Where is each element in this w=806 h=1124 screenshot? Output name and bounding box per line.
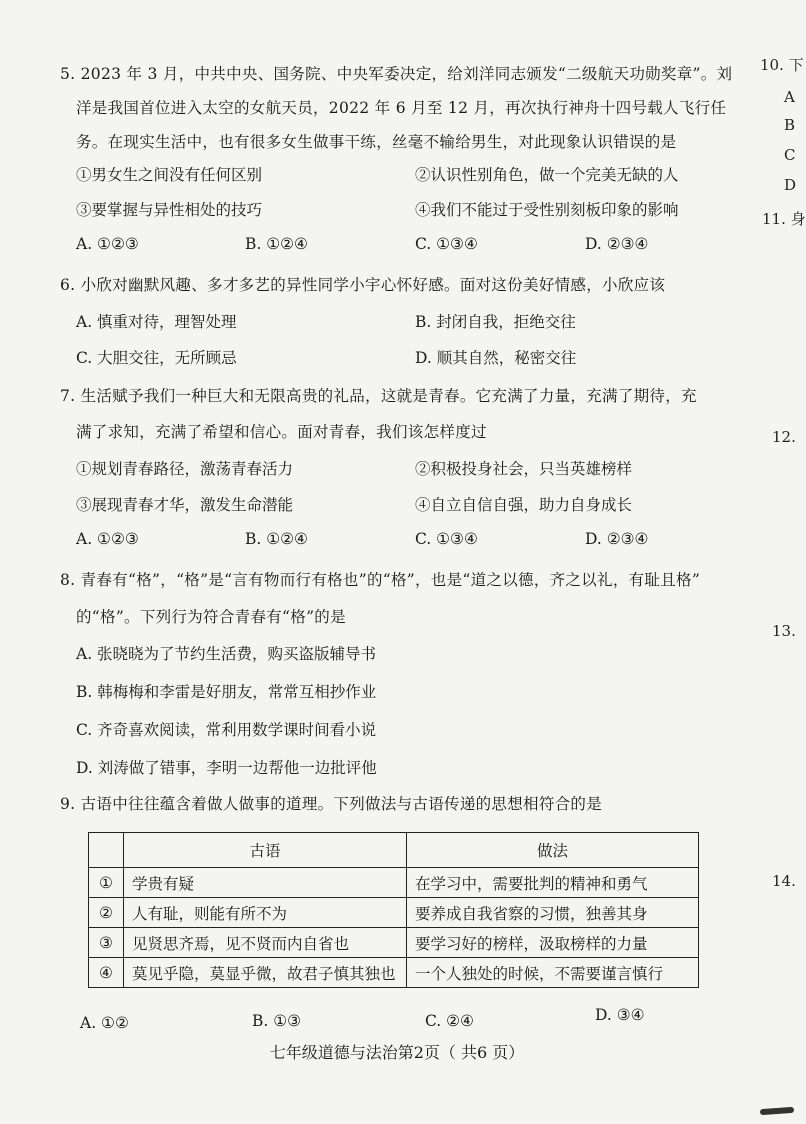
q9-header-num [89, 833, 124, 868]
next-page-q10-fragment: 10. 下 [760, 56, 804, 74]
next-page-q14-fragment: 14. [772, 872, 796, 890]
q5-item-4: ④我们不能过于受性别刻板印象的影响 [415, 201, 679, 219]
q9-row-saying: 人有耻，则能有所不为 [124, 898, 407, 928]
q6-option-d: D. 顺其自然，秘密交往 [415, 349, 577, 367]
q7-option-a: A. ①②③ [76, 530, 139, 548]
next-page-q12-fragment: 12. [772, 428, 796, 446]
q9-option-c: C. ②④ [425, 1012, 474, 1030]
q7-option-d: D. ②③④ [585, 530, 649, 548]
q5-option-d: D. ②③④ [585, 235, 649, 253]
q9-header-practice: 做法 [407, 833, 699, 868]
q5-item-3: ③要掌握与异性相处的技巧 [76, 201, 263, 219]
page-footer [0, 1040, 794, 1063]
q9-stem: 9. 古语中往往蕴含着做人做事的道理。下列做法与古语传递的思想相符合的是 [60, 795, 603, 813]
q7-item-4: ④自立自信自强，助力自身成长 [415, 496, 633, 514]
q5-stem-line3: 务。在现实生活中，也有很多女生做事干练，丝毫不输给男生，对此现象认识错误的是 [76, 133, 677, 151]
next-page-q13-fragment: 13. [772, 622, 796, 640]
q9-row-num: ② [89, 898, 124, 928]
q9-row-saying: 学贵有疑 [124, 868, 407, 898]
q9-option-b: B. ①③ [252, 1012, 302, 1030]
q5-item-1: ①男女生之间没有任何区别 [76, 166, 263, 184]
q9-row-practice: 一个人独处的时候，不需要谨言慎行 [407, 958, 699, 988]
q5-stem-line2: 洋是我国首位进入太空的女航天员，2022 年 6 月至 12 月，再次执行神舟十四号载人飞行任 [76, 99, 727, 117]
next-page-option-a-fragment: A [784, 88, 795, 106]
table-row [89, 958, 699, 988]
q5-option-c: C. ①③④ [415, 235, 478, 253]
next-page-option-d-fragment: D [784, 176, 797, 194]
next-page-option-c-fragment: C [784, 146, 796, 164]
q9-table [88, 832, 699, 988]
q5-option-b: B. ①②④ [245, 235, 308, 253]
next-page-option-b-fragment: B [784, 116, 796, 134]
q7-stem-line2: 满了求知，充满了希望和信心。面对青春，我们该怎样度过 [76, 423, 487, 441]
q6-option-c: C. 大胆交往，无所顾忌 [76, 349, 237, 367]
next-page-q11-fragment: 11. 身 [762, 210, 806, 228]
q8-stem-line1: 8. 青春有“格”，“格”是“言有物而行有格也”的“格”，也是“道之以德，齐之以礼，有耻且格” [60, 571, 701, 589]
q9-row-saying: 见贤思齐焉，见不贤而内自省也 [124, 928, 407, 958]
q5-option-a: A. ①②③ [76, 235, 139, 253]
q7-item-1: ①规划青春路径，激荡青春活力 [76, 460, 294, 478]
q9-row-practice: 在学习中，需要批判的精神和勇气 [407, 868, 699, 898]
q7-stem-line1: 7. 生活赋予我们一种巨大和无限高贵的礼品，这就是青春。它充满了力量，充满了期待，充 [60, 387, 697, 405]
q9-table-header [89, 833, 699, 868]
footer-total-pages: （ 共6 页） [439, 1043, 525, 1062]
q9-row-num: ① [89, 868, 124, 898]
q8-option-d: D. 刘涛做了错事，李明一边帮他一边批评他 [76, 759, 377, 777]
q8-option-a: A. 张晓晓为了节约生活费，购买盗版辅导书 [76, 645, 377, 663]
q6-stem: 6. 小欣对幽默风趣、多才多艺的异性同学小宇心怀好感。面对这份美好情感，小欣应该 [60, 276, 666, 294]
q7-option-b: B. ①②④ [245, 530, 308, 548]
q9-row-saying: 莫见乎隐，莫显乎微，故君子慎其独也 [124, 958, 407, 988]
q9-option-a: A. ①② [80, 1014, 129, 1032]
table-row [89, 928, 699, 958]
q9-header-saying: 古语 [124, 833, 407, 868]
q9-row-practice: 要养成自我省察的习惯，独善其身 [407, 898, 699, 928]
q9-row-num: ③ [89, 928, 124, 958]
q9-row-num: ④ [89, 958, 124, 988]
q8-stem-line2: 的“格”。下列行为符合青春有“格”的是 [76, 608, 346, 626]
q5-stem-line1: 5. 2023 年 3 月，中共中央、国务院、中央军委决定，给刘洋同志颁发“二级航天功勋奖章”。刘 [60, 65, 733, 83]
q6-option-b: B. 封闭自我，拒绝交往 [415, 313, 576, 331]
q9-row-practice: 要学习好的榜样，汲取榜样的力量 [407, 928, 699, 958]
q7-option-c: C. ①③④ [415, 530, 478, 548]
q9-option-d: D. ③④ [595, 1006, 645, 1024]
footer-page-label: 七年级道德与法治第2页 [269, 1043, 440, 1062]
q8-option-c: C. 齐奇喜欢阅读，常利用数学课时间看小说 [76, 721, 377, 739]
q5-item-2: ②认识性别角色，做一个完美无缺的人 [415, 166, 679, 184]
table-row [89, 868, 699, 898]
q8-option-b: B. 韩梅梅和李雷是好朋友，常常互相抄作业 [76, 683, 377, 701]
q6-option-a: A. 慎重对待，理智处理 [76, 313, 237, 331]
q7-item-3: ③展现青春才华，激发生命潜能 [76, 496, 294, 514]
table-row [89, 898, 699, 928]
q7-item-2: ②积极投身社会，只当英雄榜样 [415, 460, 633, 478]
scan-edge-mark [760, 1107, 794, 1115]
